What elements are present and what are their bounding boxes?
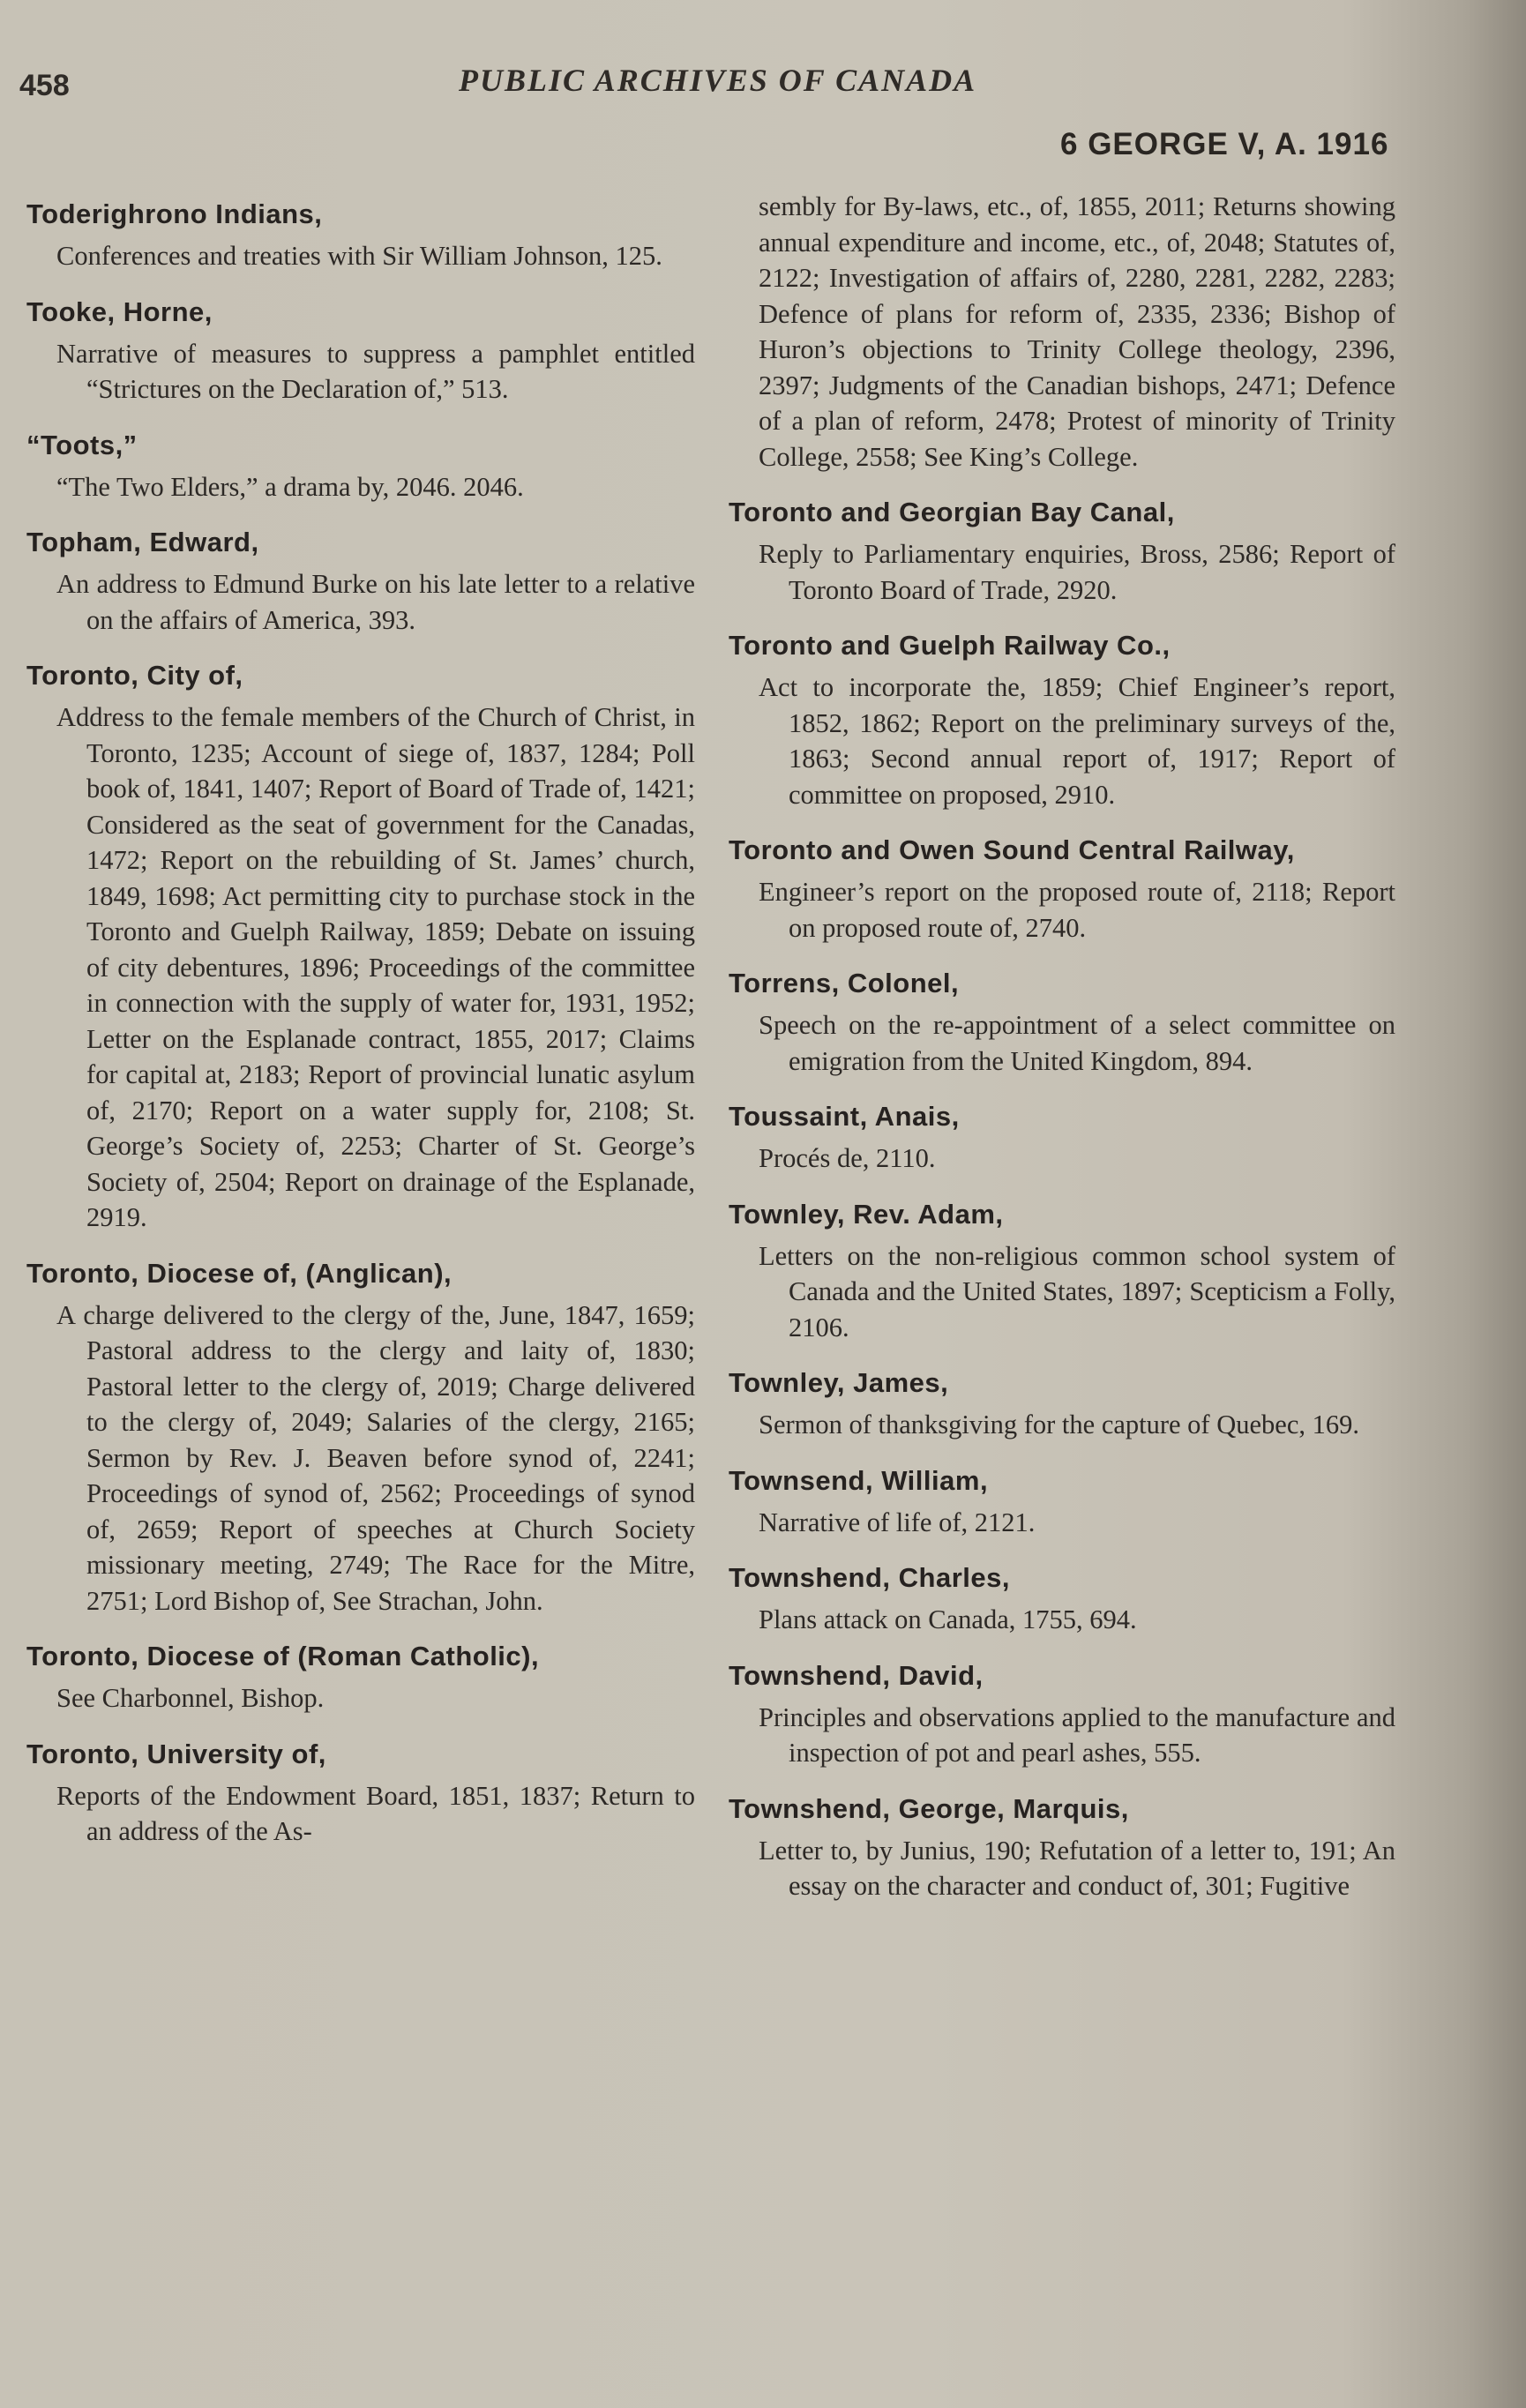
index-entry bbox=[26, 1638, 695, 1716]
left-column bbox=[26, 196, 695, 1869]
entry-text: Act to incorporate the, 1859; Chief Engineer’s report, 1852, 1862; Report on the preliminary surveys of the, 1863; Second annual report of, 1917; Report of committee on proposed, 2910. bbox=[759, 672, 1395, 810]
entry-heading: Toronto and Georgian Bay Canal, bbox=[729, 497, 1175, 527]
entry-text: Letters on the non-religious common school system of Canada and the United States, 1897; Scepticism a Folly, 2106. bbox=[759, 1240, 1395, 1342]
entry-heading: Tooke, Horne, bbox=[26, 295, 213, 327]
entry-text: Narrative of measures to suppress a pamphlet entitled “Strictures on the Declaration of,” 513. bbox=[56, 338, 695, 404]
entry-heading: Townley, James, bbox=[729, 1367, 949, 1398]
entry-heading: Townshend, George, Marquis, bbox=[729, 1792, 1129, 1824]
entry-heading: Toronto, City of, bbox=[26, 660, 243, 691]
running-title: PUBLIC ARCHIVES OF CANADA bbox=[459, 63, 977, 98]
entry-heading: Toderighrono Indians, bbox=[26, 198, 323, 229]
entry-text: Reports of the Endowment Board, 1851, 1837; Return to an address of the As- bbox=[56, 1780, 695, 1846]
index-entry bbox=[729, 1462, 1395, 1541]
index-entry bbox=[26, 427, 695, 505]
entry-heading: Topham, Edward, bbox=[26, 527, 259, 557]
index-entry bbox=[729, 1791, 1395, 1904]
entry-heading: Townshend, Charles, bbox=[729, 1562, 1010, 1593]
entry-text: Procés de, 2110. bbox=[759, 1143, 936, 1173]
index-entry bbox=[729, 1559, 1395, 1638]
entry-text: Letter to, by Junius, 190; Refutation of a letter to, 191; An essay on the character and conduct of, 301; Fugitive bbox=[759, 1835, 1395, 1901]
entry-text: Principles and observations applied to the manufacture and inspection of pot and pearl ashes, 555. bbox=[759, 1701, 1395, 1768]
entry-heading: Townsend, William, bbox=[729, 1464, 989, 1496]
index-entry-continued bbox=[729, 189, 1395, 475]
page-number: 458 bbox=[19, 69, 70, 102]
entry-heading: Toronto and Owen Sound Central Railway, bbox=[729, 834, 1295, 865]
entry-heading: Torrens, Colonel, bbox=[729, 968, 960, 998]
index-entry bbox=[729, 627, 1395, 812]
entry-text: Narrative of life of, 2121. bbox=[759, 1507, 1036, 1537]
index-entry bbox=[26, 524, 695, 638]
right-column bbox=[729, 189, 1395, 1924]
entry-text: Reply to Parliamentary enquiries, Bross, 2586; Report of Toronto Board of Trade, 2920. bbox=[759, 539, 1395, 605]
index-entry bbox=[26, 294, 695, 408]
entry-text: See Charbonnel, Bishop. bbox=[56, 1683, 325, 1713]
index-entry bbox=[729, 1657, 1395, 1771]
entry-heading: Townley, Rev. Adam, bbox=[729, 1198, 1004, 1230]
entry-text: Plans attack on Canada, 1755, 694. bbox=[759, 1604, 1137, 1634]
index-entry bbox=[26, 1255, 695, 1619]
entry-heading: Toronto, University of, bbox=[26, 1738, 326, 1769]
index-entry bbox=[729, 1196, 1395, 1346]
entry-text: sembly for By-laws, etc., of, 1855, 2011; Returns showing annual expenditure and income, etc., of, 2048; Statutes of, 2122; Investigation of affairs of, 2280, 2281, 2282, 2283; Defence of plans for reform of, 2335, 2336; Bishop of Huron’s objections to Trinity College theology, 2396, 2397; Judgments of the Canadian bishops, 2471; Defence of a plan of reform, 2478; Protest of minority of Trinity College, 2558; See King’s College. bbox=[759, 191, 1395, 472]
index-entry bbox=[729, 832, 1395, 946]
entry-text: Sermon of thanksgiving for the capture of Quebec, 169. bbox=[759, 1410, 1359, 1440]
index-entry bbox=[729, 1098, 1395, 1177]
entry-text: “The Two Elders,” a drama by, 2046. 2046. bbox=[56, 471, 524, 502]
entry-heading: “Toots,” bbox=[26, 429, 138, 460]
entry-heading: Toronto, Diocese of, (Anglican), bbox=[26, 1257, 453, 1289]
index-entry bbox=[26, 1736, 695, 1850]
index-entry bbox=[26, 196, 695, 274]
entry-heading: Toussaint, Anais, bbox=[729, 1101, 960, 1132]
entry-text: Conferences and treaties with Sir William Johnson, 125. bbox=[56, 241, 662, 271]
entry-heading: Toronto, Diocese of (Roman Catholic), bbox=[26, 1641, 540, 1671]
entry-text: An address to Edmund Burke on his late letter to a relative on the affairs of America, 393. bbox=[56, 569, 695, 635]
index-entry bbox=[729, 965, 1395, 1079]
entry-heading: Toronto and Guelph Railway Co., bbox=[729, 630, 1171, 661]
entry-heading: Townshend, David, bbox=[729, 1659, 984, 1691]
index-entry bbox=[729, 494, 1395, 608]
entry-text: Speech on the re-appointment of a select committee on emigration from the United Kingdom, 894. bbox=[759, 1010, 1395, 1076]
index-entry bbox=[729, 1365, 1395, 1443]
index-entry bbox=[26, 657, 695, 1236]
session-label: 6 GEORGE V, A. 1916 bbox=[1060, 127, 1389, 161]
entry-text: Address to the female members of the Church of Christ, in Toronto, 1235; Account of siege of, 1837, 1284; Poll book of, 1841, 1407; Report of Board of Trade of, 1421; Considered as the seat of government for the Canadas, 1472; Report on the rebuilding of St. James’ church, 1849, 1698; Act permitting city to purchase stock in the Toronto and Guelph Railway, 1859; Debate on issuing of city debentures, 1896; Proceedings of the committee in connection with the supply of water for, 1931, 1952; Letter on the Esplanade contract, 1855, 2017; Claims for capital at, 2183; Report of provincial lunatic asylum of, 2170; Report on a water supply for, 2108; St. George’s Society of, 2253; Charter of St. George’s Society of, 2504; Report on drainage of the Esplanade, 2919. bbox=[56, 702, 695, 1232]
entry-text: A charge delivered to the clergy of the, June, 1847, 1659; Pastoral address to the clergy and laity of, 1830; Pastoral letter to the clergy of, 2019; Charge delivered to the clergy of, 2049; Salaries of the clergy, 2165; Sermon by Rev. J. Beaven before synod of, 2241; Proceedings of synod of, 2562; Proceedings of synod of, 2659; Report of speeches at Church Society missionary meeting, 2749; The Race for the Mitre, 2751; Lord Bishop of, See Strachan, John. bbox=[56, 1299, 695, 1616]
entry-text: Engineer’s report on the proposed route of, 2118; Report on proposed route of, 2740. bbox=[759, 877, 1395, 943]
